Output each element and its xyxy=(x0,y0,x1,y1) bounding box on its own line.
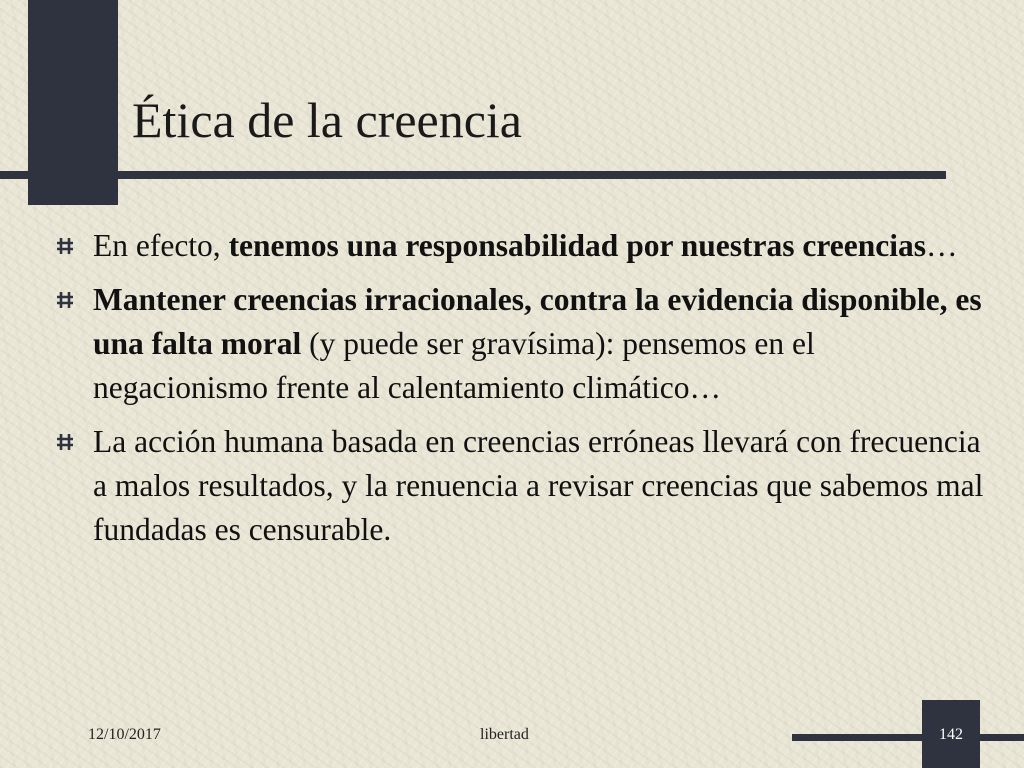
footer-date: 12/10/2017 xyxy=(88,726,161,743)
bullet-text xyxy=(93,424,983,547)
bullet-list xyxy=(55,224,990,562)
bullet-text xyxy=(93,228,958,263)
bold-text-segment: Mantener creencias irracionales, contra la evidencia disponible, es una falta moral xyxy=(93,282,982,361)
text-segment: En efecto, xyxy=(93,228,229,263)
decorative-line-bottom xyxy=(792,734,1024,741)
bullet-text xyxy=(93,282,982,405)
hash-bullet-icon xyxy=(55,432,75,452)
footer-center-text: libertad xyxy=(480,726,529,743)
hash-bullet-icon xyxy=(55,236,75,256)
bullet-item xyxy=(55,420,990,552)
text-segment: … xyxy=(926,228,958,263)
slide-number: 142 xyxy=(939,726,963,743)
slide-title: Ética de la creencia xyxy=(132,92,522,148)
bullet-item xyxy=(55,224,990,268)
hash-bullet-icon xyxy=(55,290,75,310)
bullet-item xyxy=(55,278,990,410)
text-segment: La acción humana basada en creencias erróneas llevará con frecuencia a malos resultados, y la renuencia a revisar creencias que sabemos mal fundadas es censurable. xyxy=(93,424,984,547)
text-segment: (y puede ser gravísima): pensemos en el negacionismo frente al calentamiento climático… xyxy=(93,326,815,405)
title-underline xyxy=(0,171,946,179)
bold-text-segment: tenemos una responsabilidad por nuestras creencias xyxy=(228,228,927,263)
